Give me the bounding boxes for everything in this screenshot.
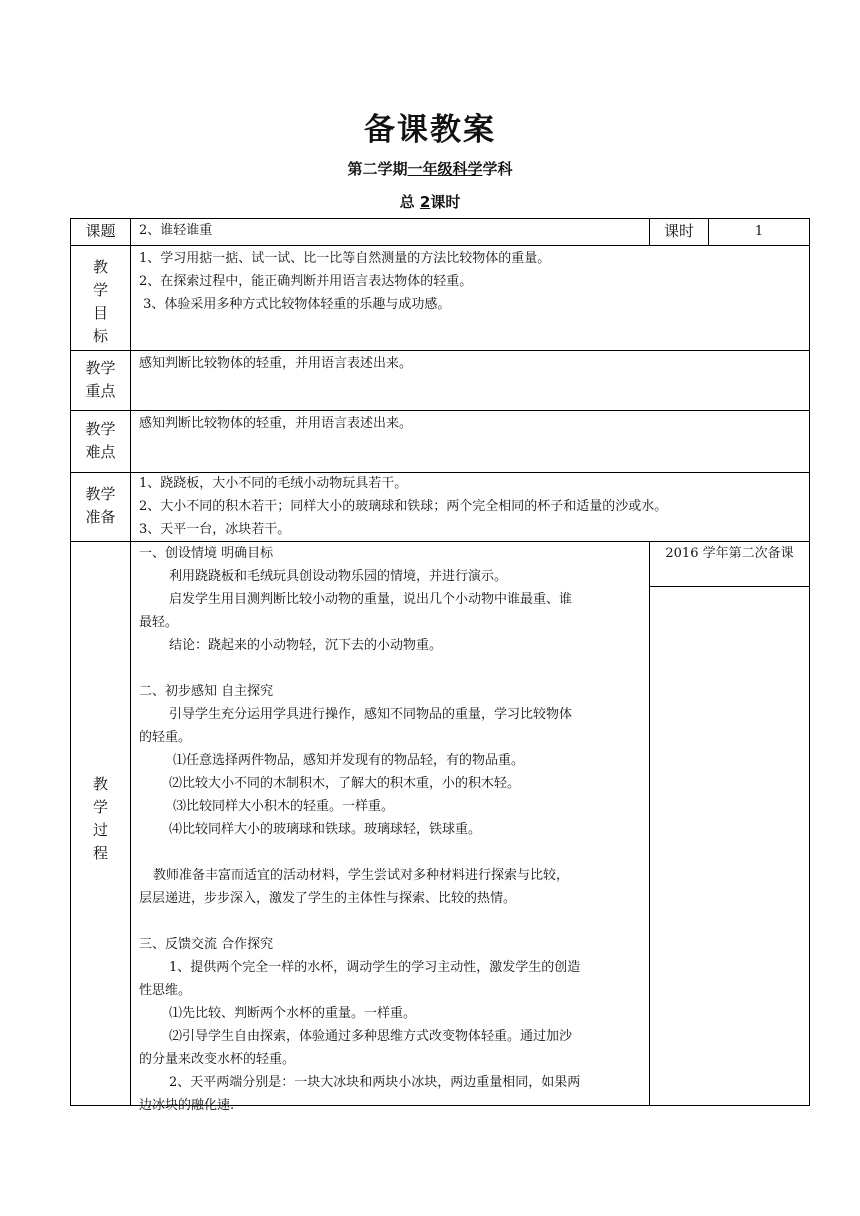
prep-item: 2、大小不同的积木若干；同样大小的玻璃球和铁球；两个完全相同的杯子和适量的沙或水。	[139, 499, 668, 514]
paragraph: 的分量来改变水杯的轻重。	[139, 1052, 296, 1067]
semester: 第二学期	[347, 160, 408, 178]
subject: 科学	[452, 160, 483, 178]
prep-item: 3、天平一台，冰块若干。	[139, 522, 291, 537]
goals-label-char: 教	[92, 258, 108, 276]
paragraph: 启发学生用目测判断比较小动物的重量，说出几个小动物中谁最重、谁	[169, 592, 573, 607]
key-label-line: 教学	[85, 359, 116, 377]
paragraph: 利用跷跷板和毛绒玩具创设动物乐园的情境，并进行演示。	[169, 569, 508, 584]
process-label	[71, 773, 130, 865]
paragraph: 的轻重。	[139, 730, 192, 745]
hours-label: 课时	[663, 222, 694, 240]
paragraph: 边冰块的融化速.	[139, 1098, 235, 1113]
section-title: 三、反馈交流 合作探究	[139, 937, 274, 952]
difficulty: 感知判断比较物体的轻重，并用语言表述出来。	[139, 416, 413, 431]
row-divider	[71, 245, 809, 246]
page-title: 备课教案	[364, 112, 496, 148]
process-label-char: 程	[92, 844, 108, 862]
list-item: ⑶比较同样大小积木的轻重。一样重。	[173, 799, 395, 814]
spacer	[139, 910, 649, 933]
list-item: ⑷比较同样大小的玻璃球和铁球。玻璃球轻，铁球重。	[169, 822, 482, 837]
side-divider	[649, 586, 809, 587]
period-prefix: 总	[399, 193, 415, 211]
paragraph: 2、天平两端分别是：一块大冰块和两块小冰块，两边重量相同，如果两	[169, 1075, 581, 1090]
prep-label	[71, 483, 130, 529]
side-column-divider	[649, 541, 650, 1105]
list-item: ⑴先比较、判断两个水杯的重量。一样重。	[169, 1006, 417, 1021]
list-item: ⑵比较大小不同的木制积木，了解大的积木重，小的积木轻。	[169, 776, 521, 791]
subtitle	[0, 158, 860, 179]
row-divider	[71, 410, 809, 411]
spacer	[139, 841, 649, 864]
goal-item: 2、在探索过程中，能正确判断并用语言表达物体的轻重。	[139, 274, 473, 289]
subject-suffix: 学科	[482, 160, 513, 178]
paragraph: 结论：跷起来的小动物轻，沉下去的小动物重。	[169, 638, 443, 653]
goals-list	[139, 247, 550, 316]
section-title: 二、初步感知 自主探究	[139, 684, 274, 699]
goal-item: 3、体验采用多种方式比较物体轻重的乐趣与成功感。	[139, 297, 451, 312]
hours-value: 1	[754, 224, 764, 239]
prep-list	[139, 472, 667, 541]
goals-label-char: 标	[92, 327, 108, 345]
process-label-char: 学	[92, 798, 108, 816]
section-title: 一、创设情境 明确目标	[139, 546, 274, 561]
prep-label-line: 教学	[85, 485, 116, 503]
list-item: ⑴任意选择两件物品，感知并发现有的物品轻，有的物品重。	[173, 753, 525, 768]
goal-item: 1、学习用掂一掂、试一试、比一比等自然测量的方法比较物体的重量。	[139, 251, 551, 266]
row-divider	[71, 350, 809, 351]
goals-label-char: 目	[92, 304, 108, 322]
difficulty-label-line: 难点	[85, 443, 116, 461]
list-item: ⑵引导学生自由探索，体验通过多种思维方式改变物体轻重。通过加沙	[169, 1029, 573, 1044]
difficulty-label-line: 教学	[85, 420, 116, 438]
paragraph: 1、提供两个完全一样的水杯，调动学生的学习主动性，激发学生的创造	[169, 960, 581, 975]
lesson-plan-table	[70, 218, 810, 1113]
goals-label-char: 学	[92, 281, 108, 299]
goals-label	[71, 256, 130, 348]
period-suffix: 课时	[430, 193, 461, 211]
process-label-char: 过	[92, 821, 108, 839]
process-label-char: 教	[92, 775, 108, 793]
total-periods	[0, 191, 860, 212]
period-number: 2	[419, 193, 431, 211]
prep-item: 1、跷跷板，大小不同的毛绒小动物玩具若干。	[139, 476, 408, 491]
label-column-divider	[130, 219, 131, 1105]
prep-label-line: 准备	[85, 508, 116, 526]
key-point-label	[71, 357, 130, 403]
paragraph: 性思维。	[139, 983, 192, 998]
process-content	[139, 542, 649, 1117]
topic-value: 2、谁轻谁重	[139, 223, 213, 238]
difficulty-label	[71, 418, 130, 464]
spacer	[139, 657, 649, 680]
grade: 一年级	[407, 160, 453, 178]
paragraph: 最轻。	[139, 615, 179, 630]
key-label-line: 重点	[85, 382, 116, 400]
key-point: 感知判断比较物体的轻重，并用语言表述出来。	[139, 356, 413, 371]
paragraph: 教师准备丰富而适宜的活动材料，学生尝试对多种材料进行探索与比较，	[153, 868, 570, 883]
side-note: 2016 学年第二次备课	[665, 546, 794, 561]
paragraph: 层层递进，步步深入，激发了学生的主体性与探索、比较的热情。	[139, 891, 517, 906]
paragraph: 引导学生充分运用学具进行操作，感知不同物品的重量，学习比较物体	[169, 707, 573, 722]
topic-label: 课题	[85, 222, 116, 240]
